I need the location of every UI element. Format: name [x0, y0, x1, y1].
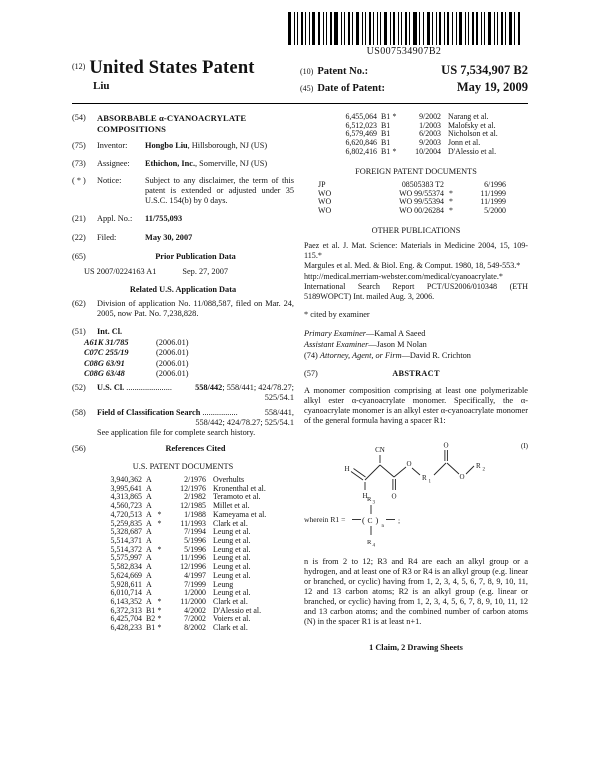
patent-date-row [300, 80, 528, 95]
date-of-patent-value: May 19, 2009 [456, 80, 528, 94]
int-cl-rows [72, 338, 294, 379]
foreign-reference-row: WO WO 99/55374 * 11/1999 [318, 188, 506, 198]
patent-reference-row: 6,620,846 B1 9/2003 Jonn et al. [345, 138, 481, 148]
field-code-58: (58) [72, 407, 86, 417]
field-of-search-item [72, 408, 294, 439]
claims-drawing-line: 1 Claim, 2 Drawing Sheets [369, 642, 463, 652]
prior-publication-item [72, 252, 294, 264]
field-code-51: (51) [72, 326, 86, 336]
field-code-54: (54) [72, 113, 86, 122]
primary-examiner-line [304, 329, 528, 339]
cited-by-examiner-note: * cited by examiner [304, 310, 370, 320]
publication-date: Sep. 27, 2007 [182, 266, 229, 276]
o-atom-carbonyl2: O [443, 441, 449, 450]
r1-subscript: 1 [428, 479, 431, 485]
int-cl-item [72, 327, 294, 337]
patent-reference-row: 6,010,714 A 1/2000 Leung et al. [110, 588, 251, 598]
patent-reference-row: 6,425,704 B2 * 7/2002 Voiers et al. [110, 614, 251, 624]
field-line1 [97, 408, 294, 418]
assignee-location: , Somerville, NJ (US) [195, 158, 268, 168]
patent-reference-row: 6,579,469 B1 6/2003 Nicholson et al. [345, 129, 498, 139]
h-atom-top: H [344, 464, 350, 473]
o-atom-ester2: O [459, 472, 465, 481]
formula-definition-text: n is from 2 to 12; R3 and R4 are each an alkyl group or a hydrogen, and at least one of R3 or R4 is an alkyl group (e.g. linear or branched, or cyclic) having from 1, 2, 3, 4, 5, 6, 7, 8, 9, 10, 11, 12 and 13 carbon atoms; R2 is an alkyl group (e.g. linear or branched, or cyclic) having from 1, 2, 3, 4, 5, 6, 7, 8, 9, 10, 11, 12 and 13 carbon atoms; and the combined number of carbon atoms (N) in the spacer R1 is at least n+1. [304, 556, 528, 626]
patent-no-value: US 7,534,907 B2 [441, 63, 528, 77]
patent-reference-row: 6,428,233 B1 * 8/2002 Clark et al. [110, 623, 248, 633]
field-dots: ................. [202, 407, 238, 417]
paren-open: ( [362, 514, 365, 525]
o-atom-ester1: O [406, 459, 412, 468]
appl-no-label: Appl. No.: [97, 213, 133, 223]
prior-publication-line [84, 267, 294, 277]
r3-subscript: 3 [372, 500, 375, 506]
other-publications-header: OTHER PUBLICATIONS [371, 225, 461, 235]
inventor-label: Inventor: [97, 141, 128, 151]
filed-item [72, 233, 294, 243]
assignee-item [72, 159, 294, 169]
field-val1: 558/441, [264, 407, 294, 417]
field-code-74: (74) [304, 351, 318, 361]
us-patent-rows-left [90, 476, 294, 633]
us-cl-secondary: ; 558/441; 424/78.27; [222, 383, 294, 393]
paren-close: ) [375, 514, 379, 525]
us-cl-dots: ...................... [126, 383, 172, 393]
foreign-patent-rows [318, 181, 528, 216]
publication-citation: http://medical.merriam-webster.com/medical/cyanoacrylate.* [304, 271, 503, 281]
us-cl-label: U.S. Cl. [97, 383, 125, 393]
abstract-header-row [304, 369, 528, 379]
header-left [72, 58, 290, 97]
ind-code-10: (10) [300, 67, 314, 76]
date-of-patent-label: Date of Patent: [317, 83, 385, 94]
int-cl-row: C08G 63/91 (2006.01) [84, 358, 189, 368]
patent-reference-row: 3,995,641 A 12/1976 Kronenthal et al. [110, 483, 266, 493]
division-item [72, 299, 294, 320]
appl-no-value: 11/755,093 [145, 213, 183, 223]
barcode-number: US007534907B2 [366, 46, 442, 57]
appl-no-item [72, 214, 294, 224]
notice-label: Notice: [97, 175, 122, 185]
invention-title-item [72, 113, 294, 134]
o-atom-carbonyl1: O [391, 492, 397, 501]
publication-citation: International Search Report PCT/US2006/010348 (ETH 5189WOPCT) Int. mailed Aug. 3, 2006. [304, 282, 528, 301]
assignee-name: Ethichon, Inc. [145, 158, 196, 168]
foreign-reference-row: WO WO 99/55394 * 11/1999 [318, 197, 506, 207]
chemical-structure-drawing [304, 438, 528, 548]
header-divider [72, 103, 528, 104]
inventor-name: Hongbo Liu [145, 141, 188, 151]
patent-reference-row: 5,575,997 A 11/1996 Leung et al. [110, 553, 251, 563]
field-line2: 558/442; 424/78.27; 525/54.1 [195, 417, 294, 427]
abstract-text: A monomer composition comprising at least one polymerizable alkyl ester α-cyanoacrylate monomer. Specifically, the α-cyanoacrylate monomer is an alkyl ester α-cyanoacrylate monomer of the general formula having a spacer R1: [304, 385, 528, 425]
patent-no-label: Patent No.: [317, 66, 369, 77]
notice-item [72, 176, 294, 207]
filed-value: May 30, 2007 [145, 233, 193, 242]
barcode [288, 12, 520, 45]
field-code-65: (65) [72, 252, 86, 262]
wherein-label: wherein R1 = [304, 514, 346, 524]
abstract-header: ABSTRACT [392, 369, 440, 379]
n-subscript: n [381, 523, 384, 529]
ind-code-12: (12) [72, 62, 86, 71]
other-publications-list [304, 241, 528, 301]
r2-subscript: 2 [482, 467, 485, 473]
assistant-examiner-label: Assistant Examiner [304, 339, 369, 349]
header-right [300, 63, 528, 97]
int-cl-row: A61K 31/785 (2006.01) [84, 337, 189, 347]
patent-reference-row: 6,143,352 A * 11/2000 Clark et al. [110, 596, 248, 606]
publication-citation: Margules et al. Med. & Biol. Eng. & Comput. 1980, 18, 549-553.* [304, 261, 521, 271]
patent-reference-row: 6,372,313 B1 * 4/2002 D'Alessio et al. [110, 605, 262, 615]
semicolon: ; [398, 515, 401, 525]
foreign-reference-row: WO WO 00/26284 * 5/2000 [318, 206, 506, 216]
int-cl-row: C08G 63/48 (2006.01) [84, 368, 189, 378]
int-cl-row: C07C 255/19 (2006.01) [84, 348, 189, 358]
field-code-57: (57) [304, 369, 318, 379]
h-atom-bottom: H [362, 491, 368, 500]
assistant-examiner-line [304, 340, 528, 350]
us-cl-item [72, 383, 294, 404]
patent-reference-row: 5,514,371 A 5/1996 Leung et al. [110, 535, 251, 545]
related-data-header: Related U.S. Application Data [129, 284, 237, 294]
publication-number: US 2007/0224163 A1 [84, 266, 157, 276]
left-column [72, 113, 294, 653]
invention-title: ABSORBABLE α-CYANOACRYLATE COMPOSITIONS [97, 113, 247, 134]
chemical-formula [304, 438, 528, 551]
us-cl-line1 [97, 383, 294, 393]
patent-reference-row: 6,455,064 B1 * 9/2002 Narang et al. [345, 112, 489, 121]
r4-group: R [367, 538, 372, 546]
r2-group: R [476, 461, 481, 470]
c-atom: C [367, 515, 373, 525]
patent-reference-row: 5,328,687 A 7/1994 Leung et al. [110, 527, 251, 537]
r3-group: R [367, 495, 372, 503]
field-code-21: (21) [72, 213, 86, 223]
foreign-patent-documents-header: FOREIGN PATENT DOCUMENTS [355, 166, 477, 176]
us-cl-line2: 525/54.1 [264, 393, 294, 403]
us-patent-rows-right [325, 113, 528, 157]
document-type: United States Patent [89, 58, 255, 78]
references-cited-item [72, 444, 294, 456]
patent-reference-row: 6,512,023 B1 1/2003 Malofsky et al. [345, 120, 496, 130]
notice-text: Subject to any disclaimer, the term of this patent is extended or adjusted under 35 U.S.C. 154(b) by 0 days. [145, 175, 294, 206]
patent-reference-row: 5,582,834 A 12/1996 Leung et al. [110, 562, 251, 572]
prior-publication-header: Prior Publication Data [155, 252, 236, 262]
two-column-body [72, 113, 528, 653]
us-cl-primary: 558/442 [195, 383, 223, 393]
attorney-line [304, 351, 528, 361]
filed-label: Filed: [97, 233, 117, 242]
int-cl-label: Int. Cl. [97, 326, 123, 336]
patent-reference-row: 5,624,669 A 4/1997 Leung et al. [110, 570, 251, 580]
right-column [304, 113, 528, 653]
assignee-label: Assignee: [97, 158, 130, 168]
patent-number-row [300, 63, 528, 78]
assistant-examiner-name: —Jason M Nolan [368, 339, 427, 349]
attorney-label: Attorney, Agent, or Firm [319, 351, 402, 361]
division-text: Division of application No. 11/088,587, filed on Mar. 24, 2005, now Pat. No. 7,238,828. [97, 299, 294, 319]
attorney-name: —David R. Crichton [401, 351, 471, 361]
patent-reference-row: 4,313,865 A 2/1982 Teramoto et al. [110, 492, 261, 502]
field-label: Field of Classification Search [97, 407, 201, 417]
r1-group: R [422, 473, 427, 482]
field-line3: See application file for complete search history. [97, 428, 256, 438]
patent-reference-row: 4,560,723 A 12/1985 Millet et al. [110, 501, 250, 511]
page-header [72, 58, 528, 97]
patent-reference-row: 3,940,362 A 2/1976 Overhults [110, 475, 245, 485]
foreign-reference-row: JP 08505383 T2 6/1996 [318, 179, 506, 189]
patent-reference-row: 5,928,611 A 7/1999 Leung [110, 579, 234, 589]
patent-reference-row: 5,259,835 A * 11/1993 Clark et al. [110, 518, 248, 528]
primary-examiner-label: Primary Examiner [304, 328, 366, 338]
patent-reference-row: 4,720,513 A * 1/1988 Kameyama et al. [110, 509, 267, 519]
r4-subscript: 4 [372, 543, 375, 548]
patent-reference-row: 6,802,416 B1 * 10/2004 D'Alessio et al. [345, 146, 497, 156]
patent-reference-row: 5,514,372 A * 5/1996 Leung et al. [110, 544, 251, 554]
us-patent-documents-header: U.S. PATENT DOCUMENTS [132, 461, 234, 471]
field-code-22: (22) [72, 233, 86, 242]
inventor-item [72, 141, 294, 151]
cn-group: CN [375, 445, 385, 454]
inventor-surname: Liu [93, 80, 110, 92]
ind-code-45: (45) [300, 84, 314, 93]
field-code-75: (75) [72, 141, 86, 151]
field-code-52: (52) [72, 383, 86, 393]
document-type-line [72, 58, 290, 79]
primary-examiner-name: —Kamal A Saeed [365, 328, 426, 338]
field-code-star: ( * ) [72, 175, 86, 185]
publication-citation: Paez et al. J. Mat. Science: Materials in Medicine 2004, 15, 109-115.* [304, 241, 528, 260]
field-code-73: (73) [72, 158, 86, 168]
field-code-56: (56) [72, 443, 86, 453]
references-cited-header: References Cited [165, 443, 226, 453]
field-code-62: (62) [72, 299, 86, 309]
inventor-location: , Hillsborough, NJ (US) [187, 141, 268, 151]
formula-number: (I) [521, 441, 528, 450]
